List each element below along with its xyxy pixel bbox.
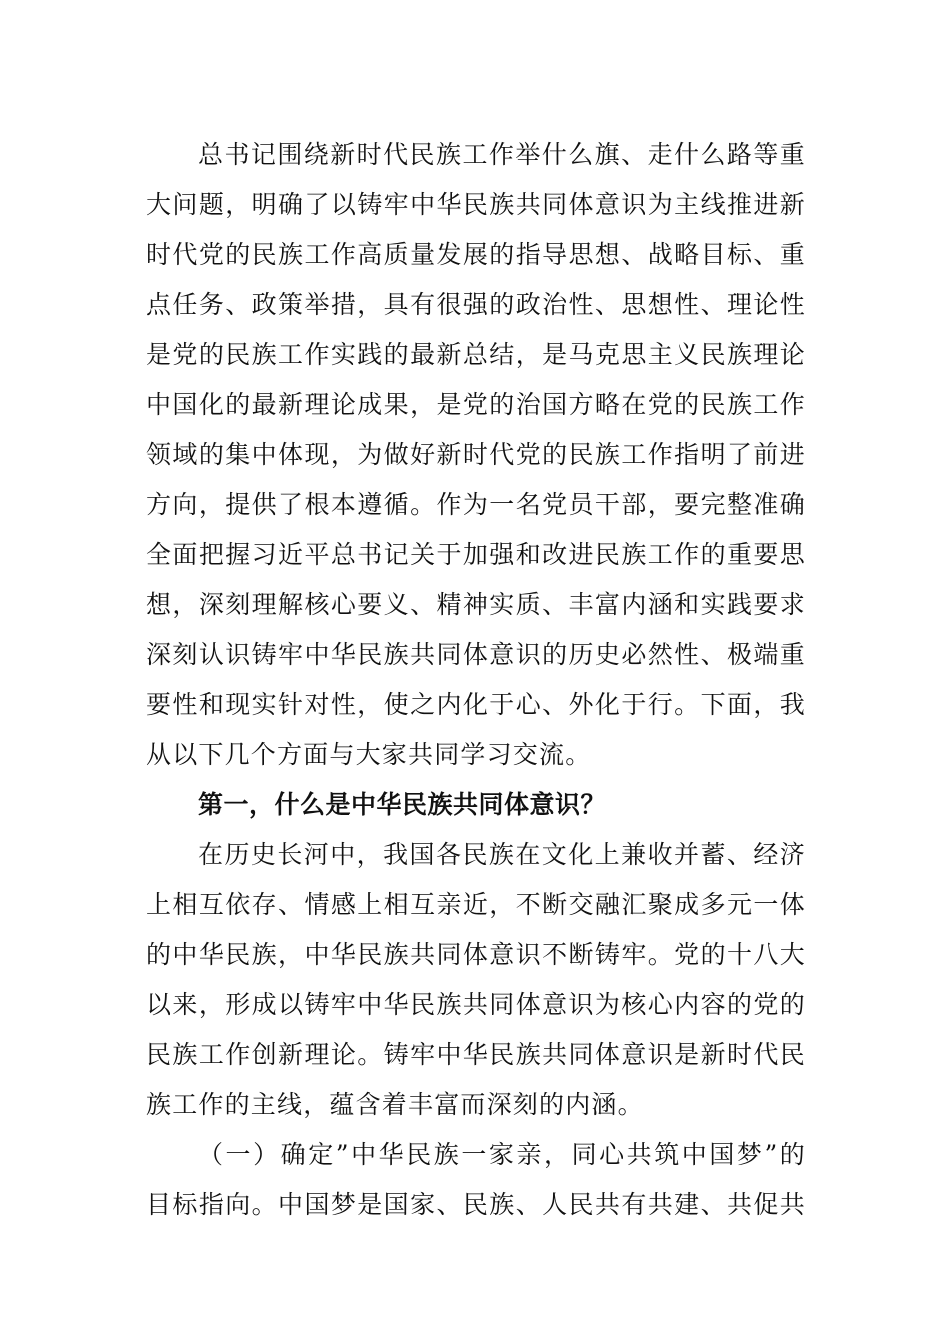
paragraph-2-line-3: 的中华民族，中华民族共同体意识不断铸牢。党的十八大	[146, 940, 806, 969]
paragraph-3-line-2: 目标指向。中国梦是国家、民族、人民共有共建、共促共	[146, 1190, 806, 1219]
paragraph-1-line-10: 想，深刻理解核心要义、精神实质、丰富内涵和实践要求	[146, 590, 806, 619]
paragraph-1-line-6: 中国化的最新理论成果，是党的治国方略在党的民族工作	[146, 390, 806, 419]
paragraph-2-line-6: 族工作的主线，蕴含着丰富而深刻的内涵。	[146, 1090, 644, 1119]
paragraph-1-line-11: 深刻认识铸牢中华民族共同体意识的历史必然性、极端重	[146, 640, 806, 669]
paragraph-1-line-7: 领域的集中体现，为做好新时代党的民族工作指明了前进	[146, 440, 806, 469]
paragraph-1-line-3: 时代党的民族工作高质量发展的指导思想、战略目标、重	[146, 240, 806, 269]
paragraph-1-line-8: 方向，提供了根本遵循。作为一名党员干部，要完整准确	[146, 490, 806, 519]
paragraph-1-line-13: 从以下几个方面与大家共同学习交流。	[146, 740, 592, 769]
paragraph-2-line-5: 民族工作创新理论。铸牢中华民族共同体意识是新时代民	[146, 1040, 806, 1069]
paragraph-2-line-2: 上相互依存、情感上相互亲近，不断交融汇聚成多元一体	[146, 890, 806, 919]
paragraph-1-line-4: 点任务、政策举措，具有很强的政治性、思想性、理论性	[146, 290, 806, 319]
paragraph-1-line-9: 全面把握习近平总书记关于加强和改进民族工作的重要思	[146, 540, 806, 569]
paragraph-2-line-1: 在历史长河中，我国各民族在文化上兼收并蓄、经济	[198, 840, 806, 869]
document-body	[146, 130, 806, 1230]
paragraph-1-line-2: 大问题，明确了以铸牢中华民族共同体意识为主线推进新	[146, 190, 806, 219]
paragraph-1-line-1: 总书记围绕新时代民族工作举什么旗、走什么路等重	[198, 140, 806, 169]
paragraph-1-line-12: 要性和现实针对性，使之内化于心、外化于行。下面，我	[146, 690, 806, 719]
paragraph-1-line-5: 是党的民族工作实践的最新总结，是马克思主义民族理论	[146, 340, 806, 369]
section-heading: 第一，什么是中华民族共同体意识？	[198, 790, 607, 819]
paragraph-2-line-4: 以来，形成以铸牢中华民族共同体意识为核心内容的党的	[146, 990, 806, 1019]
paragraph-3-line-1: （一）确定”中华民族一家亲，同心共筑中国梦”的	[198, 1140, 806, 1169]
